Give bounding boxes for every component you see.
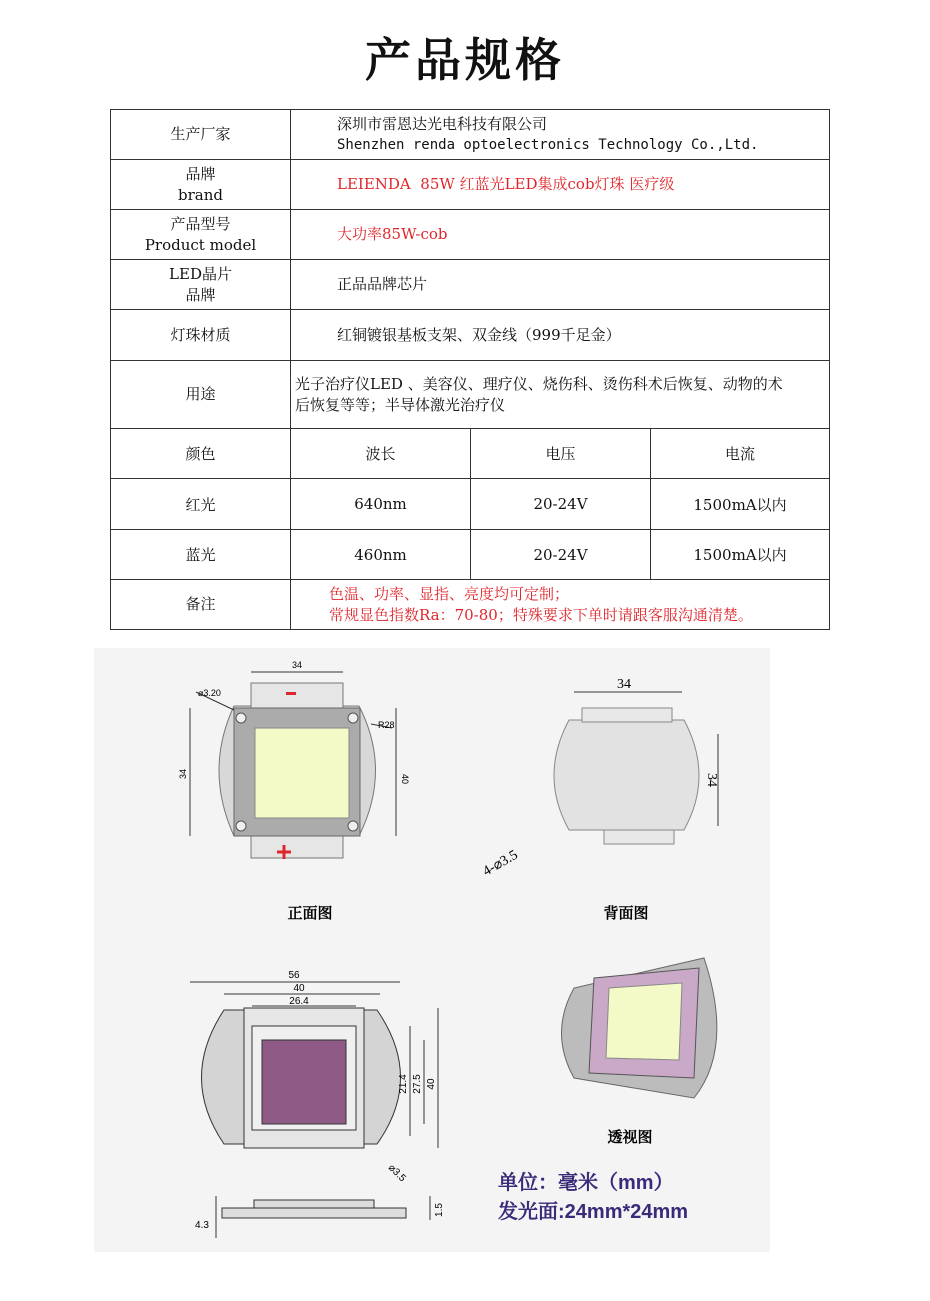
row-brand bbox=[111, 160, 830, 210]
row-usage bbox=[111, 361, 830, 429]
remark-label: 备注 bbox=[111, 580, 291, 630]
row-blue bbox=[111, 530, 830, 580]
back-dim-height: 34 bbox=[704, 773, 719, 787]
drawing-dim-56: 56 bbox=[288, 970, 300, 981]
diagram-svg bbox=[94, 648, 770, 1252]
material-label: 灯珠材质 bbox=[111, 310, 291, 361]
brand-value: LEIENDA 85W 红蓝光LED集成cob灯珠 医疗级 bbox=[291, 160, 830, 210]
back-caption: 背面图 bbox=[603, 905, 649, 922]
chip-label-1: LED晶片 bbox=[169, 264, 232, 283]
drawing-dim-27-5: 27.5 bbox=[412, 1074, 423, 1094]
model-label-en: Product model bbox=[144, 235, 257, 254]
header-voltage: 电压 bbox=[471, 429, 651, 479]
brand-label bbox=[111, 160, 291, 210]
row-material bbox=[111, 310, 830, 361]
drawing-dim-21-4: 21.4 bbox=[398, 1074, 409, 1094]
red-voltage: 20-24V bbox=[471, 479, 651, 530]
spec-table bbox=[110, 109, 830, 630]
front-dim-height: 34 bbox=[178, 768, 188, 780]
back-view bbox=[481, 677, 720, 922]
page-title: 产品规格 bbox=[365, 33, 565, 87]
row-model bbox=[111, 210, 830, 260]
front-dim-width: 34 bbox=[291, 660, 303, 670]
usage-label: 用途 bbox=[111, 361, 291, 429]
drawing-dim-1-5: 1.5 bbox=[434, 1203, 445, 1217]
chip-label bbox=[111, 260, 291, 310]
perspective-view bbox=[562, 958, 717, 1146]
drawing-dim-40: 40 bbox=[293, 983, 305, 994]
manufacturer-label: 生产厂家 bbox=[111, 110, 291, 160]
blue-voltage: 20-24V bbox=[471, 530, 651, 580]
model-label bbox=[111, 210, 291, 260]
front-dim-hole: ⌀3.20 bbox=[198, 688, 221, 698]
remark-value bbox=[291, 580, 830, 630]
header-current: 电流 bbox=[651, 429, 830, 479]
usage-line-2: 后恢复等等；半导体激光治疗仪 bbox=[295, 395, 506, 414]
back-dim-width: 34 bbox=[617, 677, 631, 692]
front-caption: 正面图 bbox=[287, 905, 333, 922]
drawing-dim-26-4: 26.4 bbox=[289, 996, 309, 1007]
red-name: 红光 bbox=[111, 479, 291, 530]
front-view bbox=[178, 660, 410, 922]
drawing-dim-4-3: 4.3 bbox=[195, 1220, 209, 1231]
chip-label-2: 品牌 bbox=[185, 285, 216, 304]
unit-text: 单位：毫米（mm） bbox=[498, 1172, 674, 1194]
manufacturer-cn: 深圳市雷恩达光电科技有限公司 bbox=[337, 114, 548, 133]
header-color: 颜色 bbox=[111, 429, 291, 479]
row-manufacturer bbox=[111, 110, 830, 160]
front-dim-40: 40 bbox=[400, 774, 410, 785]
diagram-panel bbox=[94, 648, 770, 1252]
row-color-header bbox=[111, 429, 830, 479]
front-dim-radius: R28 bbox=[378, 720, 395, 730]
header-wavelength: 波长 bbox=[291, 429, 471, 479]
material-value: 红铜镀银基板支架、双金线（999千足金） bbox=[291, 310, 830, 361]
drawing-dim-40v: 40 bbox=[426, 1078, 437, 1090]
technical-drawing bbox=[190, 970, 445, 1238]
drawing-dim-hole: ⌀3.5 bbox=[385, 1162, 408, 1185]
brand-label-cn: 品牌 bbox=[185, 164, 216, 183]
emit-area-text: 发光面:24mm*24mm bbox=[498, 1201, 689, 1223]
manufacturer-en: Shenzhen renda optoelectronics Technology Co.,Ltd. bbox=[337, 136, 759, 153]
brand-label-en: brand bbox=[178, 185, 223, 204]
model-value: 大功率85W-cob bbox=[291, 210, 830, 260]
row-remark bbox=[111, 580, 830, 630]
usage-line-1: 光子治疗仪LED 、美容仪、理疗仪、烧伤科、烫伤科术后恢复、动物的术 bbox=[295, 374, 783, 393]
row-red bbox=[111, 479, 830, 530]
row-chip bbox=[111, 260, 830, 310]
red-wavelength: 640nm bbox=[291, 479, 471, 530]
blue-wavelength: 460nm bbox=[291, 530, 471, 580]
chip-value: 正品品牌芯片 bbox=[291, 260, 830, 310]
remark-line-1: 色温、功率、显指、亮度均可定制； bbox=[329, 584, 570, 603]
perspective-caption: 透视图 bbox=[607, 1129, 653, 1146]
model-label-cn: 产品型号 bbox=[170, 214, 231, 233]
remark-line-2: 常规显色指数Ra：70-80；特殊要求下单时请跟客服沟通清楚。 bbox=[329, 605, 753, 624]
blue-current: 1500mA以内 bbox=[651, 530, 830, 580]
usage-value bbox=[291, 361, 830, 429]
red-current: 1500mA以内 bbox=[651, 479, 830, 530]
blue-name: 蓝光 bbox=[111, 530, 291, 580]
manufacturer-value bbox=[291, 110, 830, 160]
back-dim-hole: 4-⌀3.5 bbox=[480, 847, 521, 880]
